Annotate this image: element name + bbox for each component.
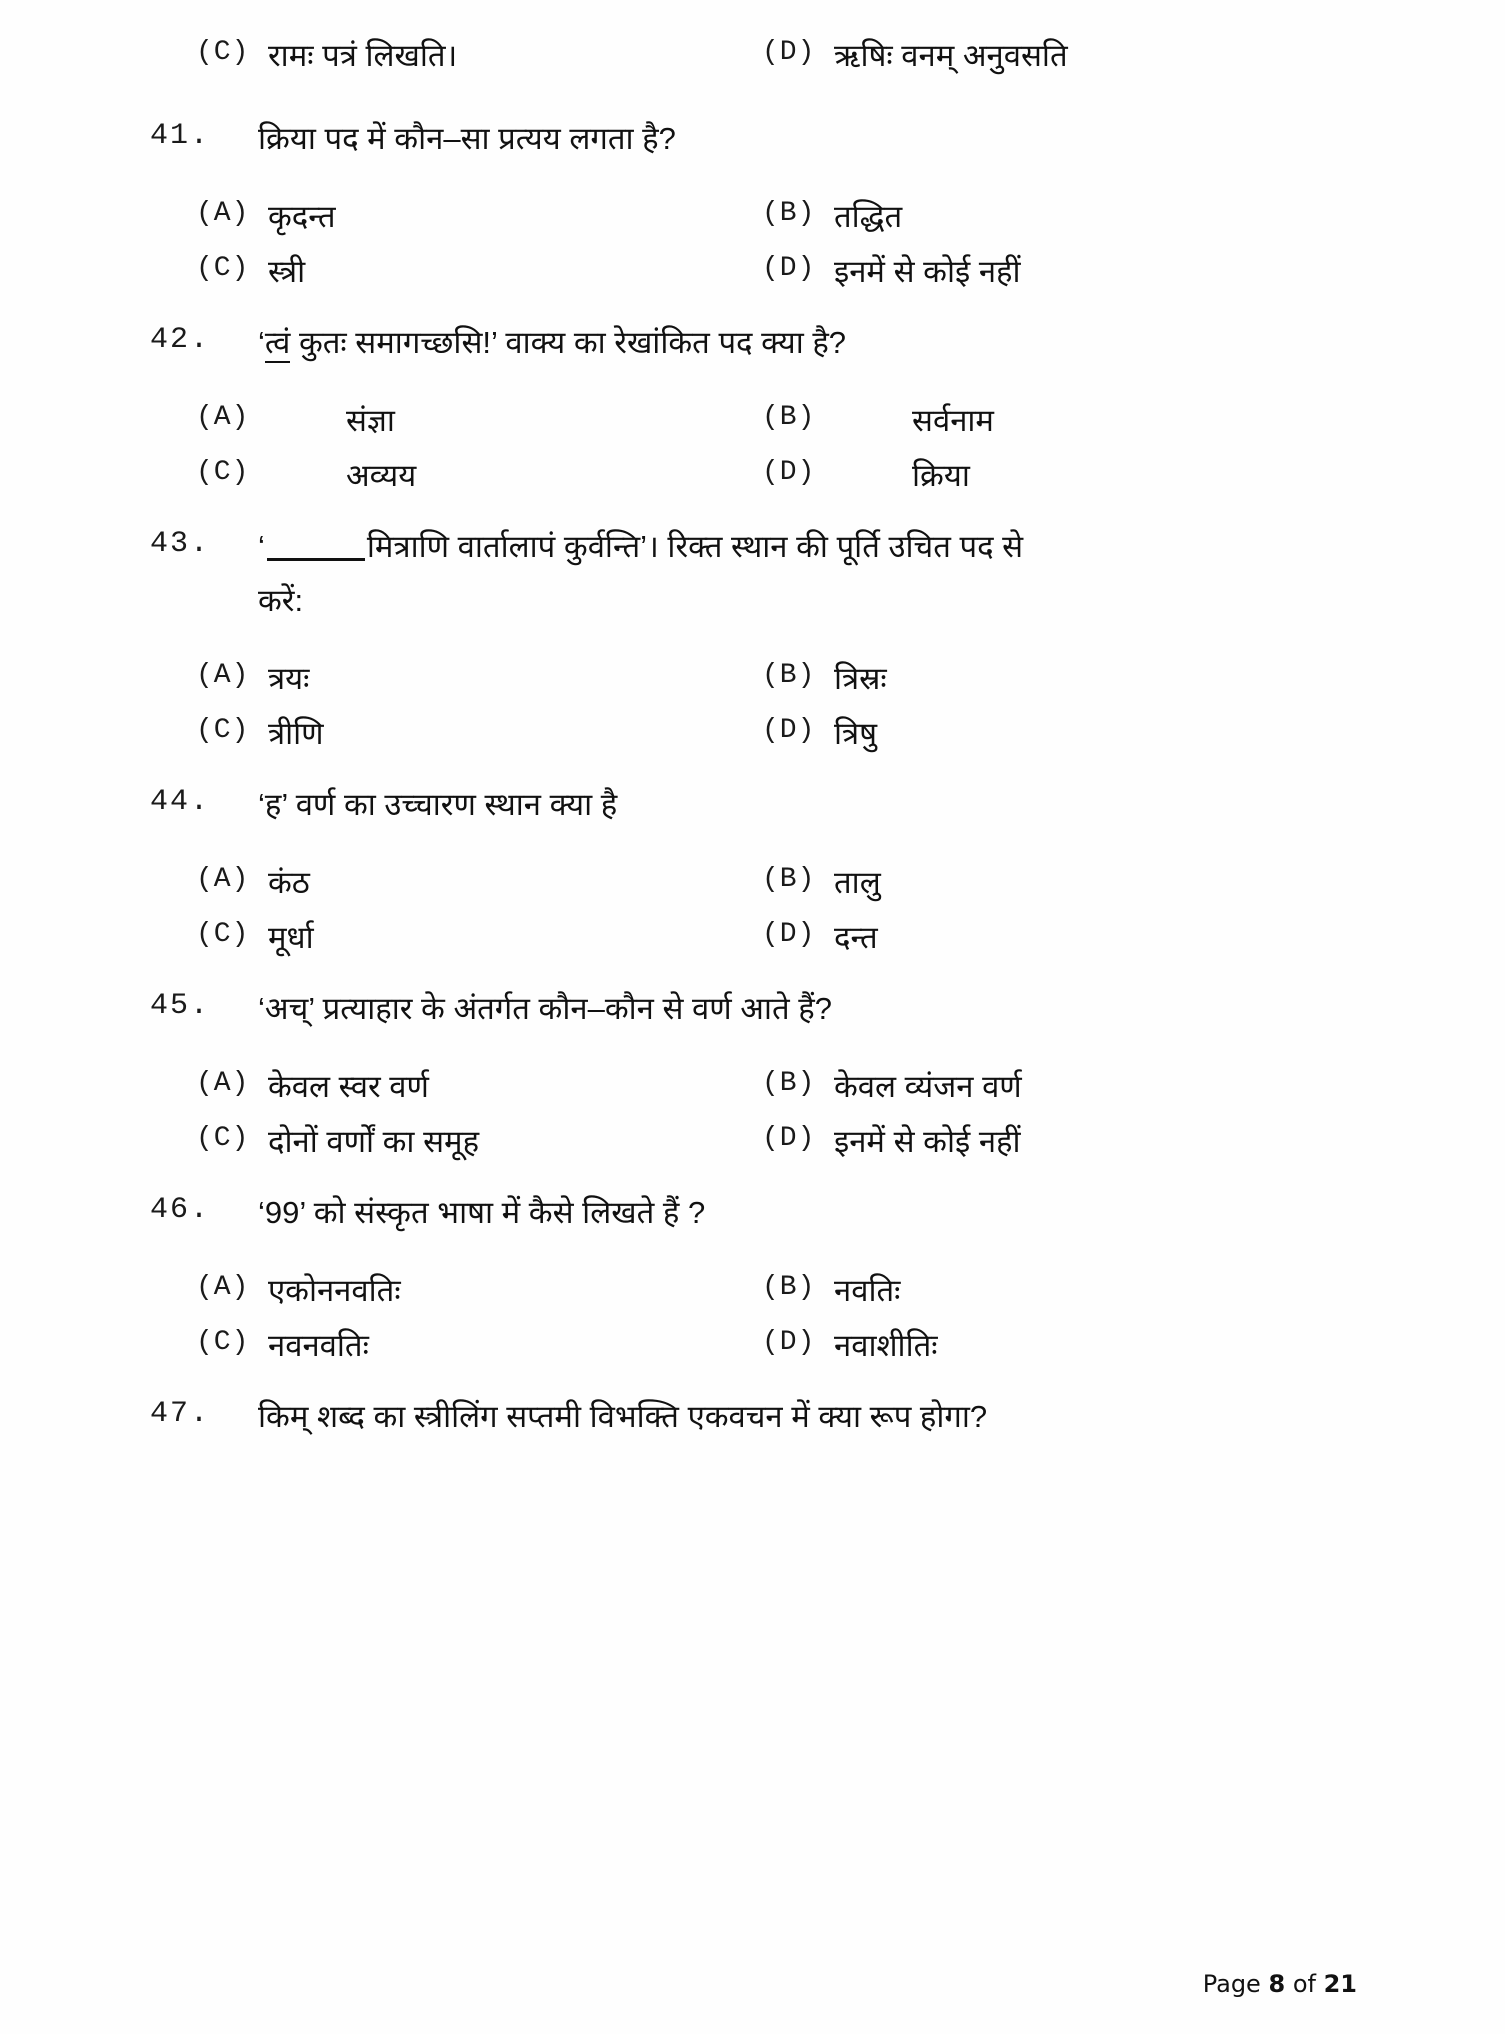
question-44 — [150, 781, 1330, 829]
question-43-text-rest: मित्राणि वार्तालापं कुर्वन्ति’। रिक्त स्थान की पूर्ति उचित पद से — [366, 528, 1024, 564]
option-d — [756, 454, 1330, 499]
question-43-text — [258, 523, 1330, 625]
option-d — [756, 1120, 1330, 1165]
option-a-label: (A) — [196, 1271, 250, 1303]
option-a-text: एकोननवतिः — [268, 1272, 401, 1308]
option-a — [150, 195, 756, 240]
option-a — [150, 1269, 756, 1314]
question-42-text — [258, 319, 1330, 367]
option-c-label: (C) — [196, 1122, 250, 1154]
question-46-options-ab — [150, 1269, 1330, 1314]
option-c — [150, 250, 756, 295]
option-d — [756, 712, 1330, 757]
question-46-options-cd — [150, 1324, 1330, 1369]
option-b-label: (B) — [762, 1271, 816, 1303]
question-43-options-cd — [150, 712, 1330, 757]
option-c — [150, 916, 756, 961]
question-41-options-cd — [150, 250, 1330, 295]
option-b-label: (B) — [762, 659, 816, 691]
question-42-number: 42. — [150, 322, 211, 357]
page-label: Page — [1202, 1970, 1261, 1998]
option-d-text: क्रिया — [912, 457, 970, 493]
option-d-text: दन्त — [834, 919, 878, 955]
carryover-option-row — [150, 34, 1330, 79]
total-pages: 21 — [1323, 1970, 1357, 1998]
option-b-label: (B) — [762, 1067, 816, 1099]
option-d-label: (D) — [762, 714, 816, 746]
option-d — [756, 1324, 1330, 1369]
option-b-label: (B) — [762, 863, 816, 895]
option-d-label: (D) — [762, 1326, 816, 1358]
question-42 — [150, 319, 1330, 367]
option-c-text: नवनवतिः — [268, 1327, 369, 1363]
option-a-label: (A) — [196, 1067, 250, 1099]
option-c-label: (C) — [196, 252, 250, 284]
option-c-label: (C) — [196, 714, 250, 746]
option-a-text: त्रयः — [268, 660, 310, 696]
option-a-text: कंठ — [268, 864, 310, 900]
question-45-text: ‘अच्’ प्रत्याहार के अंतर्गत कौन–कौन से वर्ण आते हैं? — [258, 990, 832, 1026]
option-c-text: स्त्री — [268, 253, 306, 289]
question-43-options-ab — [150, 657, 1330, 702]
question-46-number: 46. — [150, 1192, 211, 1227]
question-44-options-ab — [150, 861, 1330, 906]
question-47-text: किम् शब्द का स्त्रीलिंग सप्तमी विभक्ति एकवचन में क्या रूप होगा? — [258, 1398, 988, 1434]
question-44-number: 44. — [150, 784, 211, 819]
option-c-text: त्रीणि — [268, 715, 324, 751]
option-b — [756, 861, 1330, 906]
option-c — [150, 34, 756, 79]
option-d-label: (D) — [762, 456, 816, 488]
option-a-label: (A) — [196, 863, 250, 895]
option-d — [756, 250, 1330, 295]
question-45-options-cd — [150, 1120, 1330, 1165]
option-b-text: त्रिस्रः — [834, 660, 887, 696]
option-a-text: केवल स्वर वर्ण — [268, 1068, 429, 1104]
question-41-text: क्रिया पद में कौन–सा प्रत्यय लगता है? — [258, 120, 676, 156]
option-a — [150, 1065, 756, 1110]
underlined-word: त्वं — [265, 325, 290, 363]
option-c — [150, 454, 756, 499]
option-d — [756, 34, 1330, 79]
option-d-label: (D) — [762, 1122, 816, 1154]
option-a-text: कृदन्त — [268, 198, 336, 234]
of-label: of — [1292, 1970, 1316, 1998]
option-c-text: रामः पत्रं लिखति। — [268, 38, 458, 73]
quote-open: ‘ — [258, 324, 265, 360]
question-42-text-rest: कुतः समागच्छसि!’ वाक्य का रेखांकित पद क्या है? — [290, 324, 847, 360]
option-b — [756, 195, 1330, 240]
option-c — [150, 1120, 756, 1165]
option-d-text: त्रिषु — [834, 715, 878, 751]
option-b-text: तद्धित — [834, 198, 903, 234]
option-a — [150, 399, 756, 444]
option-b-text: नवतिः — [834, 1272, 901, 1308]
option-a — [150, 861, 756, 906]
option-c-label: (C) — [196, 37, 250, 68]
question-42-options-ab — [150, 399, 1330, 444]
option-d — [756, 916, 1330, 961]
question-46 — [150, 1189, 1330, 1237]
question-44-text: ‘ह’ वर्ण का उच्चारण स्थान क्या है — [258, 786, 618, 822]
option-b — [756, 399, 1330, 444]
option-c-text: मूर्धा — [268, 919, 314, 955]
option-c — [150, 712, 756, 757]
question-41-number: 41. — [150, 118, 211, 153]
option-c-label: (C) — [196, 456, 250, 488]
option-b — [756, 1269, 1330, 1314]
option-a-label: (A) — [196, 659, 250, 691]
question-44-options-cd — [150, 916, 1330, 961]
question-45-options-ab — [150, 1065, 1330, 1110]
option-d-text: इनमें से कोई नहीं — [834, 253, 1021, 289]
option-d-label: (D) — [762, 918, 816, 950]
option-d-text: नवाशीतिः — [834, 1327, 938, 1363]
option-c — [150, 1324, 756, 1369]
option-c-label: (C) — [196, 918, 250, 950]
question-45 — [150, 985, 1330, 1033]
fill-in-blank — [267, 558, 365, 561]
question-43 — [150, 523, 1330, 625]
option-b-label: (B) — [762, 401, 816, 433]
question-list — [150, 34, 1330, 1459]
question-42-options-cd — [150, 454, 1330, 499]
question-47-number: 47. — [150, 1396, 211, 1431]
option-d-text: ऋषिः वनम् अनुवसति — [834, 38, 1068, 73]
option-b-text: सर्वनाम — [912, 402, 994, 438]
option-d-text: इनमें से कोई नहीं — [834, 1123, 1021, 1159]
option-c-text: अव्यय — [346, 457, 417, 493]
option-b-text: तालु — [834, 864, 881, 900]
option-c-label: (C) — [196, 1326, 250, 1358]
question-43-number: 43. — [150, 526, 211, 561]
question-41-options-ab — [150, 195, 1330, 240]
option-d-label: (D) — [762, 252, 816, 284]
option-a — [150, 657, 756, 702]
option-b-label: (B) — [762, 197, 816, 229]
question-41 — [150, 115, 1330, 163]
question-46-text: ‘99’ को संस्कृत भाषा में कैसे लिखते हैं ? — [258, 1194, 706, 1230]
option-a-label: (A) — [196, 401, 250, 433]
option-a-label: (A) — [196, 197, 250, 229]
option-d-label: (D) — [762, 37, 816, 68]
question-43-text-continued: करें: — [258, 582, 304, 618]
question-45-number: 45. — [150, 988, 211, 1023]
option-c-text: दोनों वर्णों का समूह — [268, 1123, 480, 1159]
option-a-text: संज्ञा — [346, 402, 395, 438]
option-b — [756, 657, 1330, 702]
page-footer — [1203, 1970, 1357, 1998]
page-number: 8 — [1268, 1970, 1286, 1998]
option-b — [756, 1065, 1330, 1110]
quote-open: ‘ — [258, 528, 265, 564]
option-b-text: केवल व्यंजन वर्ण — [834, 1068, 1022, 1104]
question-47 — [150, 1393, 1330, 1441]
